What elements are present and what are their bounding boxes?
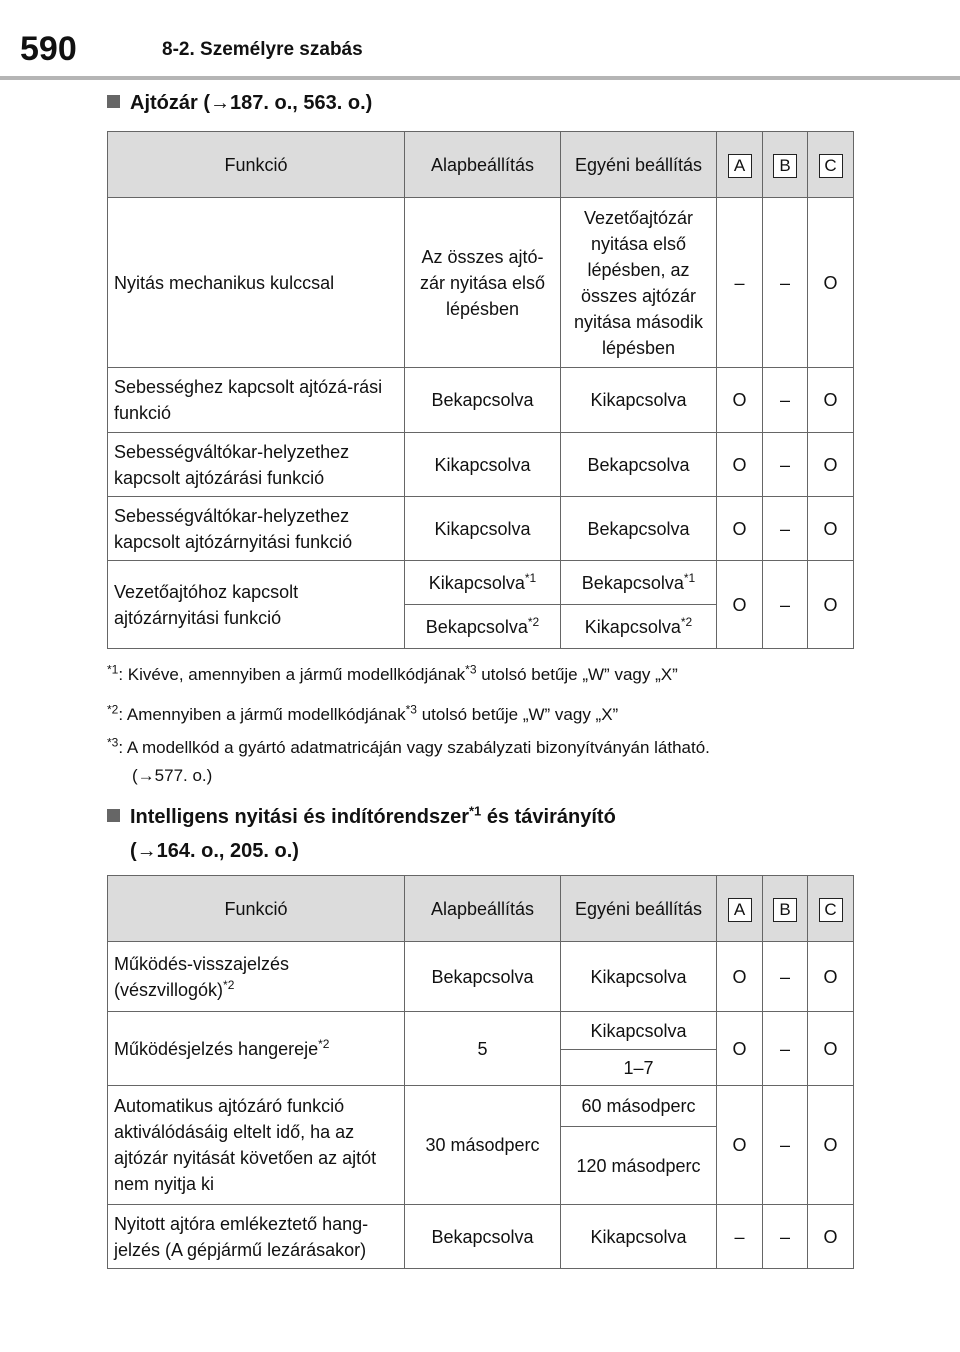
square-bullet-icon (107, 95, 120, 108)
heading-intelligens (107, 800, 616, 868)
footnote-ref: *1 (524, 570, 537, 585)
cell-c: O (808, 1086, 854, 1205)
footnote-1 (107, 661, 678, 689)
cell-b: – (763, 497, 808, 561)
cell-a: – (717, 198, 763, 368)
cell-a: – (717, 1205, 763, 1269)
cell-a: O (717, 497, 763, 561)
cell-c: O (808, 942, 854, 1012)
page-number: 590 (20, 30, 77, 68)
square-bullet-icon (107, 809, 120, 822)
cell-b: – (763, 942, 808, 1012)
table-header-row (108, 876, 854, 942)
cell-b: – (763, 561, 808, 649)
col-alapbeallitas: Alapbeállítás (405, 132, 561, 198)
cell-b: – (763, 1205, 808, 1269)
cell-alap: Bekapcsolva (405, 1205, 561, 1269)
cell-egyeni: 1–7 (561, 1050, 717, 1086)
cell-egyeni: Bekapcsolva (561, 433, 717, 497)
footnote-ref: *3 (405, 702, 417, 717)
cell-egyeni-text: Bekapcsolva (581, 572, 684, 593)
cell-funkcio: Sebességhez kapcsolt ajtózá-rási funkció (108, 368, 405, 433)
cell-c: O (808, 1012, 854, 1086)
cell-b: – (763, 1012, 808, 1086)
table-intelligens (107, 875, 854, 1269)
letter-a-box: A (728, 154, 752, 178)
cell-alap: Bekapcsolva (405, 368, 561, 433)
cell-egyeni: Kikapcsolva (561, 1012, 717, 1050)
cell-c: O (808, 433, 854, 497)
col-egyeni-beallitas: Egyéni beállítás (561, 132, 717, 198)
cell-alap: Kikapcsolva (405, 433, 561, 497)
heading-text: Ajtózár (→187. o., 563. o.) (130, 92, 373, 114)
col-a (717, 132, 763, 198)
cell-egyeni-text: Kikapcsolva (584, 616, 681, 637)
cell-c: O (808, 198, 854, 368)
col-c (808, 876, 854, 942)
col-funkcio: Funkció (108, 132, 405, 198)
cell-funkcio: Vezetőajtóhoz kapcsolt ajtózárnyitási funkció (108, 561, 405, 649)
cell-alap: Kikapcsolva (405, 497, 561, 561)
cell-egyeni: Bekapcsolva (561, 497, 717, 561)
heading-text: Intelligens nyitási és indítórendszer (130, 806, 469, 828)
cell-c: O (808, 368, 854, 433)
table-header-row (108, 132, 854, 198)
col-b (763, 132, 808, 198)
cell-a: O (717, 1012, 763, 1086)
cell-alap-text: Kikapcsolva (428, 572, 525, 593)
footnote-2 (107, 701, 618, 729)
footnote-mark: *2 (107, 702, 119, 717)
footnote-ref: *1 (683, 570, 696, 585)
header-divider (0, 76, 960, 80)
footnote-mark: *3 (107, 735, 119, 750)
cell-egyeni: 60 másodperc (561, 1086, 717, 1127)
cell-alap: 5 (405, 1012, 561, 1086)
cell-egyeni: Kikapcsolva (561, 1205, 717, 1269)
letter-a-box: A (728, 898, 752, 922)
col-a (717, 876, 763, 942)
footnote-text: utolsó betűje „W” vagy „X” (416, 705, 619, 724)
letter-b-box: B (773, 898, 797, 922)
cell-alap: 30 másodperc (405, 1086, 561, 1205)
cell-egyeni: Kikapcsolva (561, 942, 717, 1012)
col-c (808, 132, 854, 198)
cell-funkcio-text: Működésjelzés hangereje (114, 1038, 319, 1059)
col-egyeni-beallitas: Egyéni beállítás (561, 876, 717, 942)
cell-a: O (717, 561, 763, 649)
section-title: 8-2. Személyre szabás (162, 39, 363, 60)
table-row (108, 1086, 854, 1127)
letter-c-box: C (819, 898, 843, 922)
cell-b: – (763, 368, 808, 433)
page-header (0, 0, 960, 80)
footnote-ref: *1 (468, 803, 482, 819)
cell-c: O (808, 561, 854, 649)
footnote-text: : A modellkód a gyártó adatmatricáján vagy szabályzati bizonyítványán látható. (118, 738, 710, 757)
table-row (108, 368, 854, 433)
cell-egyeni: 120 másodperc (561, 1127, 717, 1205)
col-alapbeallitas: Alapbeállítás (405, 876, 561, 942)
cell-b: – (763, 198, 808, 368)
cell-funkcio: Sebességváltókar-helyzethez kapcsolt ajtózárási funkció (108, 433, 405, 497)
cell-funkcio: Nyitás mechanikus kulccsal (108, 198, 405, 368)
col-funkcio: Funkció (108, 876, 405, 942)
cell-c: O (808, 497, 854, 561)
cell-funkcio: Nyitott ajtóra emlékeztető hang-jelzés (A gépjármű lezárásakor) (108, 1205, 405, 1269)
cell-a: O (717, 942, 763, 1012)
footnote-text: : Kivéve, amennyiben a jármű modellkódjának (118, 665, 466, 684)
footnote-text: utolsó betűje „W” vagy „X” (476, 665, 678, 684)
heading-text-line2: (→164. o., 205. o.) (130, 840, 299, 862)
footnote-3 (107, 734, 710, 790)
col-b (763, 876, 808, 942)
cell-b: – (763, 433, 808, 497)
table-row (108, 1012, 854, 1050)
cell-egyeni: Vezetőajtózár nyitása első lépésben, az összes ajtózár nyitása második lépésben (561, 198, 717, 368)
footnote-ref: *2 (527, 614, 540, 629)
table-row (108, 433, 854, 497)
table-ajtozar (107, 131, 854, 649)
cell-c: O (808, 1205, 854, 1269)
table-row (108, 198, 854, 368)
footnote-ref: *3 (465, 662, 477, 677)
footnote-ref: *2 (680, 614, 693, 629)
letter-b-box: B (773, 154, 797, 178)
cell-funkcio: Sebességváltókar-helyzethez kapcsolt ajtózárnyitási funkció (108, 497, 405, 561)
cell-funkcio-text: Működés-visszajelzés (vészvillogók) (114, 953, 290, 1000)
table-row (108, 561, 854, 605)
footnote-text: : Amennyiben a jármű modellkódjának (118, 705, 406, 724)
heading-ajtozar (107, 86, 372, 120)
cell-funkcio: Automatikus ajtózáró funkció aktiválódásáig eltelt idő, ha az ajtózár nyitását követően az ajtót nem nyitja ki (108, 1086, 405, 1205)
cell-funkcio (108, 942, 405, 1012)
cell-a: O (717, 368, 763, 433)
cell-alap: Bekapcsolva (405, 942, 561, 1012)
table-row (108, 497, 854, 561)
footnote-ref: *2 (223, 977, 235, 992)
cell-alap (405, 561, 561, 605)
cell-alap: Az összes ajtó-zár nyitása első lépésben (405, 198, 561, 368)
footnote-continuation: (→577. o.) (132, 766, 213, 785)
cell-alap (405, 605, 561, 649)
footnote-mark: *1 (107, 662, 119, 677)
cell-a: O (717, 1086, 763, 1205)
cell-a: O (717, 433, 763, 497)
cell-egyeni: Kikapcsolva (561, 368, 717, 433)
cell-b: – (763, 1086, 808, 1205)
footnote-ref: *2 (318, 1036, 330, 1051)
letter-c-box: C (819, 154, 843, 178)
heading-text: és távirányító (481, 806, 616, 828)
table-row (108, 942, 854, 1012)
table-row (108, 1205, 854, 1269)
cell-egyeni (561, 605, 717, 649)
cell-alap-text: Bekapcsolva (425, 616, 528, 637)
cell-egyeni (561, 561, 717, 605)
cell-funkcio (108, 1012, 405, 1086)
